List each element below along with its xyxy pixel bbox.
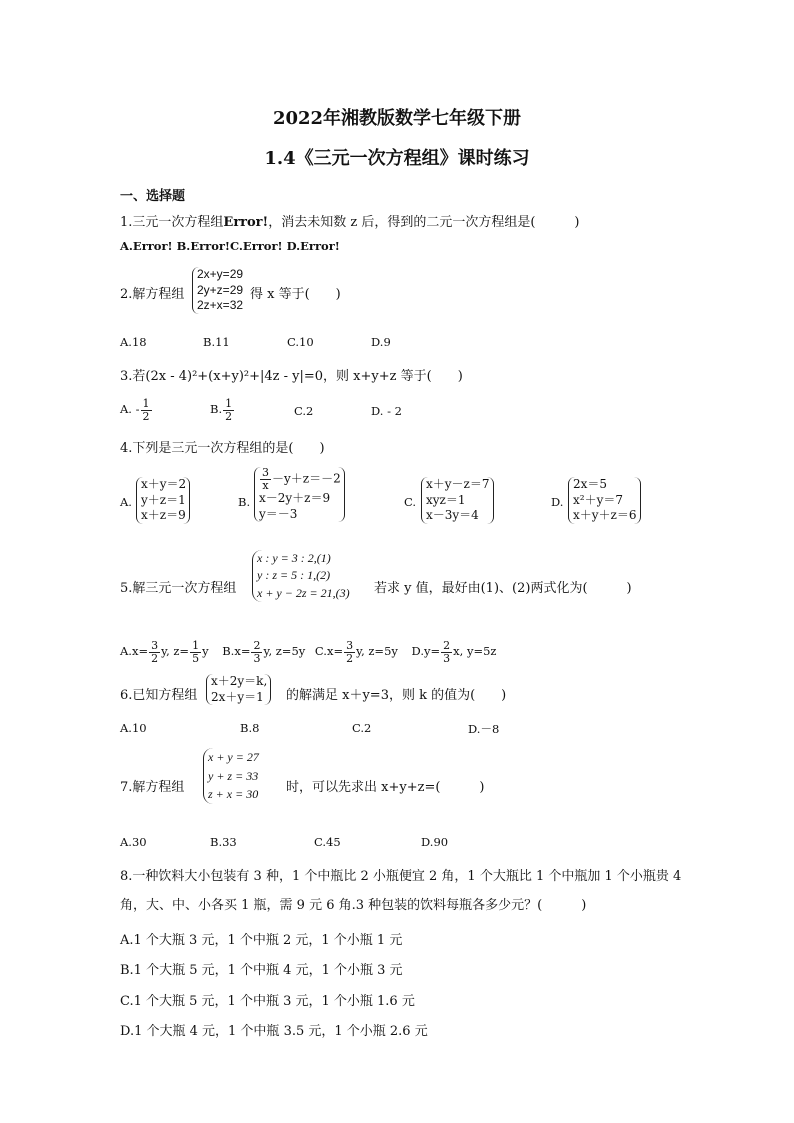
q3-option-c: C.2 [294,404,314,418]
q6-equation-system: x＋2y＝k, 2x＋y＝1 [206,674,271,705]
page-subtitle: 1.4《三元一次方程组》课时练习 [264,148,530,169]
q3-option-b: B. $\frac{1}{2}$ [210,397,233,423]
q4-system-b: $\frac{3}{x}$ －y＋z＝－2 x－2y＋z＝9 y＝－3 [254,467,345,522]
q2-option-d: D.9 [371,335,391,349]
q7-prefix: 7.解方程组 [120,780,185,795]
q8-line-2: 角，大、中、小各买 1 瓶，需 9 元 6 角.3 种包装的饮料每瓶各多少元？( ) [120,898,587,913]
q2-eq-2: 2y+z=29 [197,282,244,297]
q2-option-a: A.18 [120,335,147,349]
q6-option-c: C.2 [352,721,372,735]
q8-option-a: A.1 个大瓶 3 元，1 个中瓶 2 元，1 个小瓶 1 元 [120,933,403,948]
q7-equation-system: x + y = 27 y + z = 33 z + x = 30 [203,748,259,804]
question-4: 4.下列是三元一次方程组的是( ) [120,441,325,456]
q3-option-d: D. - 2 [371,404,402,418]
q4-label-c: C. [404,495,417,509]
q2-prefix: 2.解方程组 [120,287,185,302]
q4-system-d: 2x＝5 x²＋y＝7 x＋y＋z＝6 [568,477,641,524]
q5-option-d: D.y= $\frac{2}{3}$ x, y=5z [411,639,497,665]
q7-option-c: C.45 [314,835,341,849]
q7-option-a: A.30 [120,835,147,849]
q3-option-a: A. - $\frac{1}{2}$ [120,397,150,423]
q1-error: Error! [223,215,269,230]
page-title: 2022年湘教版数学七年级下册 [272,108,522,129]
q5-option-c: C.x= $\frac{3}{2}$ y, z=5y [314,639,398,665]
q5-options [120,640,496,664]
q8-line-1: 8.一种饮料大小包装有 3 种，1 个中瓶比 2 小瓶便宜 2 角，1 个大瓶比 1 个中瓶加 1 个小瓶贵 4 [120,869,682,884]
q2-option-b: B.11 [203,335,230,349]
question-3: 3.若(2x - 4)²+(x+y)²+|4z - y|=0，则 x+y+z 等于( ) [120,369,463,384]
q8-option-b: B.1 个大瓶 5 元，1 个中瓶 4 元，1 个小瓶 3 元 [120,963,403,978]
q4-label-a: A. [120,495,132,509]
q2-eq-3: 2z+x=32 [197,298,244,313]
q4-system-c: x＋y－z＝7 xyz＝1 x－3y＝4 [421,477,494,524]
q4-system-a: x＋y＝2 y＋z＝1 x＋z＝9 [136,477,190,524]
q6-option-b: B.8 [240,721,260,735]
q7-option-d: D.90 [421,835,449,849]
q2-equation-system [192,267,243,314]
q1-rest: ，消去未知数 z 后，得到的二元一次方程组是( ) [268,215,580,230]
q7-option-b: B.33 [210,835,237,849]
q8-option-d: D.1 个大瓶 4 元，1 个中瓶 3.5 元，1 个小瓶 2.6 元 [120,1024,428,1039]
q5-option-b: B.x= $\frac{2}{3}$ y, z=5y [222,639,306,665]
question-1 [120,211,580,230]
q1-options: A.Error! B.Error!C.Error! D.Error! [120,239,340,253]
q8-option-c: C.1 个大瓶 5 元，1 个中瓶 3 元，1 个小瓶 1.6 元 [120,994,415,1009]
q2-option-c: C.10 [287,335,314,349]
q4-label-b: B. [238,495,251,509]
q6-option-a: A.10 [120,721,147,735]
q5-option-a: A.x= $\frac{3}{2}$ y, z= $\frac{1}{5}$ y [120,639,209,665]
q2-eq-1: 2x+y=29 [197,267,244,281]
q7-suffix: 时，可以先求出 x+y+z=( ) [286,780,485,795]
q5-suffix: 若求 y 值，最好由(1)、(2)两式化为( ) [374,581,632,596]
q2-suffix: 得 x 等于( ) [250,287,341,302]
q6-suffix: 的解满足 x＋y=3，则 k 的值为( ) [286,688,507,703]
q5-equation-system: x : y = 3 : 2,(1) y : z = 5 : 1,(2) x + y − 2z = 21,(3) [252,550,350,602]
q1-text: 1.三元一次方程组 [120,215,224,230]
q5-prefix: 5.解三元一次方程组 [120,581,237,596]
q4-label-d: D. [551,495,564,509]
section-heading: 一、选择题 [120,189,186,204]
q6-prefix: 6.已知方程组 [120,688,198,703]
q6-option-d: D.－8 [468,722,500,736]
